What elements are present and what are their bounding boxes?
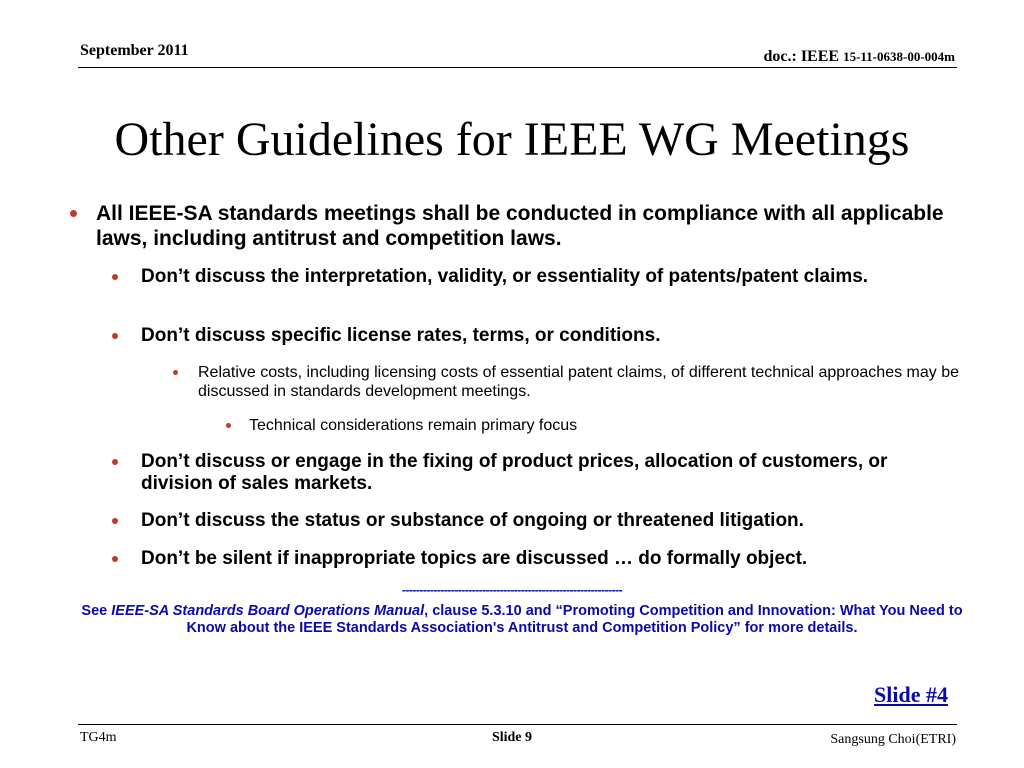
bullet-technical	[226, 416, 926, 435]
footer-left: TG4m	[80, 730, 117, 745]
reference-manual: IEEE-SA Standards Board Operations Manual	[111, 603, 425, 619]
reference-see: See	[81, 603, 112, 619]
bullet-dot	[112, 556, 118, 562]
bullet-text: Don’t discuss or engage in the fixing of product prices, allocation of customers, or division of sales markets.	[141, 451, 888, 494]
bullet-text: All IEEE-SA standards meetings shall be conducted in compliance with all applicable laws, including antitrust and competition laws.	[96, 202, 944, 250]
slide-4-link[interactable]: Slide #4	[874, 682, 948, 707]
bullet-relative-costs	[173, 363, 973, 401]
bullet-litigation	[112, 510, 972, 532]
bullet-silent	[112, 548, 972, 570]
footer-rule	[78, 724, 957, 725]
bullet-text: Technical considerations remain primary focus	[249, 417, 578, 434]
bullet-text: Don’t discuss specific license rates, terms, or conditions.	[141, 325, 661, 346]
doc-number: 15-11-0638-00-004m	[843, 49, 955, 64]
bullet-text: Don’t discuss the status or substance of ongoing or threatened litigation.	[141, 510, 804, 531]
header-rule	[78, 67, 957, 68]
bullet-dot	[226, 423, 231, 428]
bullet-text: Don’t be silent if inappropriate topics are discussed … do formally object.	[141, 548, 808, 569]
reference-divider: ---------------------------------------------------------------	[401, 583, 623, 597]
bullet-license	[112, 325, 952, 347]
bullet-dot	[173, 370, 178, 375]
slide-title: Other Guidelines for IEEE WG Meetings	[114, 113, 910, 166]
reference-note	[72, 603, 972, 637]
bullet-text: Don’t discuss the interpretation, validity, or essentiality of patents/patent claims.	[141, 266, 869, 287]
footer-slide-number: Slide 9	[491, 730, 533, 745]
bullet-dot	[70, 210, 77, 217]
reference-rest: , clause 5.3.10 and “Promoting Competition and Innovation: What You Need to Know about the IEEE Standards Association's Antitrust and Competition Policy” for more details.	[186, 603, 963, 636]
bullet-text: Relative costs, including licensing costs of essential patent claims, of different technical approaches may be discussed in standards development meetings.	[198, 364, 959, 400]
header-date: September 2011	[80, 42, 189, 59]
bullet-main	[70, 201, 970, 251]
bullet-patents	[112, 266, 952, 288]
bullet-dot	[112, 333, 118, 339]
bullet-prices	[112, 451, 952, 495]
bullet-dot	[112, 274, 118, 280]
bullet-dot	[112, 459, 118, 465]
bullet-dot	[112, 518, 118, 524]
doc-prefix: doc.: IEEE	[763, 48, 844, 65]
footer-author: Sangsung Choi(ETRI)	[830, 732, 956, 747]
header-doc-number	[763, 48, 955, 66]
